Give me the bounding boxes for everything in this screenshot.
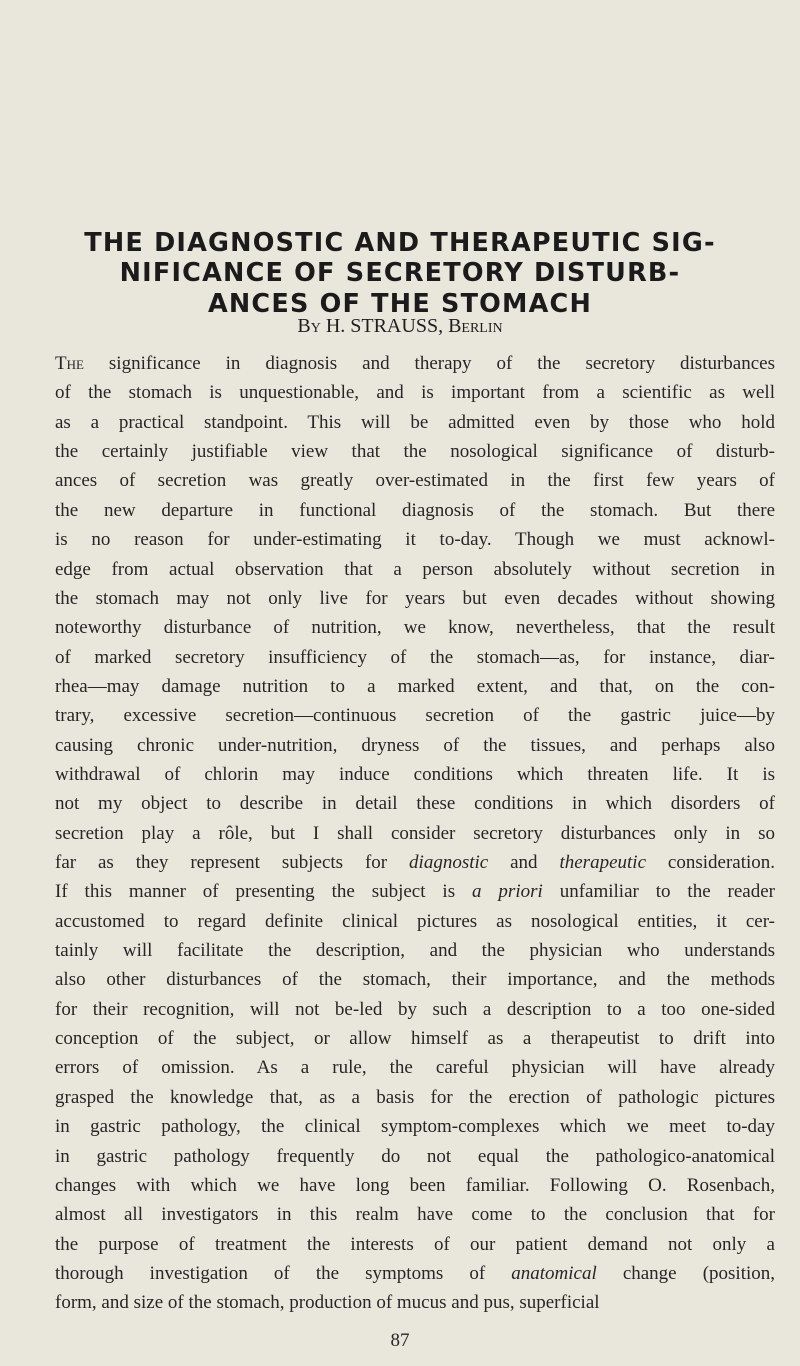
line-text: If this manner of presenting the subject is [55, 881, 473, 903]
body-line [55, 675, 775, 699]
article-title-line-2: NIFICANCE OF SECRETORY DISTURB- [119, 258, 681, 288]
line-text: tainly will facilitate the description, and the physician who understands [55, 940, 775, 961]
line-text: accustomed to regard definite clinical pictures as nosological entities, it cer- [55, 910, 775, 932]
body-line [55, 910, 775, 934]
body-line [55, 1027, 775, 1051]
line-text: grasped the knowledge that, as a basis for the erection of pathologic pictures [55, 1086, 775, 1108]
body-line [55, 646, 775, 670]
body-line [55, 1056, 775, 1080]
body-line [55, 381, 775, 405]
line-text: errors of omission. As a rule, the careful physician will have already [55, 1057, 775, 1079]
line-text: also other disturbances of the stomach, their importance, and the methods [55, 969, 775, 991]
line-text: for their recognition, will not be-led by such a description to a too one-sided [55, 998, 775, 1020]
line-text: rhea—may damage nutrition to a marked extent, and that, on the con- [55, 675, 775, 697]
body-line [55, 528, 775, 552]
body-line [55, 968, 775, 992]
line-text: the new departure in functional diagnosis of the stomach. But there [55, 499, 775, 521]
body-line [55, 411, 775, 435]
line-text: of marked secretory insufficiency of the stomach—as, for instance, diar- [55, 646, 775, 668]
article-title-line-1: THE DIAGNOSTIC AND THERAPEUTIC SIG- [84, 228, 716, 258]
body-line [55, 704, 775, 728]
body-line [55, 616, 775, 640]
line-text: is no reason for under-estimating it to-day. Though we must acknowl- [55, 529, 775, 551]
line-text: significance in diagnosis and therapy of the secretory disturbances [83, 353, 775, 374]
body-line [55, 763, 775, 787]
line-text: the purpose of treatment the interests of our patient demand not only a [55, 1233, 775, 1255]
line-text: far as they represent subjects for [55, 852, 410, 873]
byline [0, 315, 800, 338]
byline-prefix: By [297, 315, 321, 337]
italic-term: diagnostic [409, 852, 489, 873]
body-line [55, 1262, 775, 1286]
line-text: edge from actual observation that a person absolutely without secretion in [55, 558, 775, 580]
line-text: unfamiliar to the reader [542, 881, 775, 903]
line-text: the certainly justifiable view that the nosological significance of disturb- [55, 441, 775, 463]
italic-term: anatomical [511, 1262, 597, 1284]
line-text: in gastric pathology frequently do not equal the pathologico-anatomical [55, 1145, 775, 1167]
body-line [55, 939, 775, 963]
line-text: withdrawal of chlorin may induce conditions which threaten life. It is [55, 763, 775, 785]
line-text: noteworthy disturbance of nutrition, we know, nevertheless, that the result [55, 617, 775, 639]
body-line [55, 1115, 775, 1139]
body-line [55, 1174, 775, 1198]
author-name: H. STRAUSS, [325, 315, 444, 337]
italic-term: therapeutic [559, 852, 646, 873]
article-title-line-3: ANCES OF THE STOMACH [207, 289, 593, 319]
line-text: secretion play a rôle, but I shall consider secretory disturbances only in so [55, 822, 775, 844]
drop-lead-word: The [55, 353, 84, 374]
line-text: the stomach may not only live for years but even decades without showing [55, 587, 775, 609]
italic-term: a priori [472, 881, 543, 903]
line-text: change (position, [596, 1262, 775, 1284]
body-line [55, 558, 775, 582]
body-line [55, 499, 775, 523]
body-line [55, 1233, 775, 1257]
line-text: causing chronic under-nutrition, dryness of the tissues, and perhaps also [55, 734, 775, 756]
body-line [55, 352, 775, 376]
line-text: form, and size of the stomach, production of mucus and pus, superficial [55, 1292, 600, 1314]
body-line [55, 440, 775, 464]
line-text: as a practical standpoint. This will be admitted even by those who hold [55, 411, 775, 433]
body-line [55, 1145, 775, 1169]
body-line [55, 998, 775, 1022]
line-text: almost all investigators in this realm have come to the conclusion that for [55, 1204, 775, 1226]
body-line [55, 734, 775, 758]
line-text: and [488, 852, 560, 873]
body-line [55, 1203, 775, 1227]
author-location: Berlin [448, 315, 503, 337]
body-line [55, 792, 775, 816]
line-text: changes with which we have long been familiar. Following O. Rosenbach, [55, 1174, 775, 1196]
line-text: consideration. [646, 852, 776, 873]
line-text: in gastric pathology, the clinical symptom-complexes which we meet to-day [55, 1116, 775, 1138]
page-number: 87 [390, 1330, 410, 1351]
line-text: ances of secretion was greatly over-estimated in the first few years of [55, 470, 775, 492]
line-text: not my object to describe in detail these conditions in which disorders of [55, 793, 775, 815]
body-line [55, 1291, 775, 1315]
body-line [55, 880, 775, 904]
body-line [55, 822, 775, 846]
body-line [55, 469, 775, 493]
body-line [55, 587, 775, 611]
body-line [55, 851, 775, 875]
line-text: of the stomach is unquestionable, and is important from a scientific as well [55, 382, 775, 404]
line-text: trary, excessive secretion—continuous secretion of the gastric juice—by [55, 705, 775, 727]
line-text: thorough investigation of the symptoms of [55, 1262, 512, 1284]
line-text: conception of the subject, or allow himself as a therapeutist to drift into [55, 1028, 775, 1050]
body-line [55, 1086, 775, 1110]
